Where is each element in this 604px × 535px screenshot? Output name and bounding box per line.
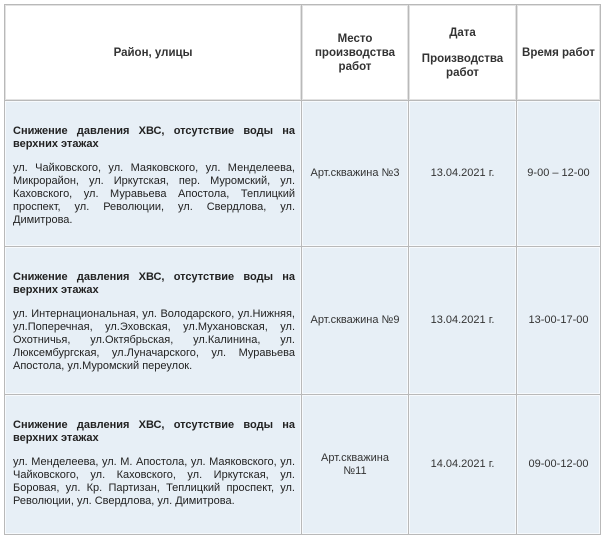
place-cell: Арт.скважина №11 xyxy=(302,395,409,535)
header-place xyxy=(302,5,409,101)
header-district-label: Район, улицы xyxy=(113,46,193,59)
outage-headline: Снижение давления ХВС, отсутствие воды на верхних этажах xyxy=(13,125,295,150)
date-cell: 13.04.2021 г. xyxy=(409,247,517,395)
district-cell xyxy=(5,101,302,247)
header-place-label: Место производства работ xyxy=(314,32,396,73)
street-list: ул. Менделеева, ул. М. Апостола, ул. Маяковского, ул. Чайковского, ул. Каховского, ул. Иркутская, ул. Боровая, ул. Кр. Партизан, Теплицкий проспект, ул. Революции, ул. Свердлова, ул. Димитрова. xyxy=(13,456,295,507)
district-cell xyxy=(5,247,302,395)
header-date-label: Дата xyxy=(449,26,476,39)
outage-schedule-table xyxy=(4,4,601,535)
place-cell: Арт.скважина №3 xyxy=(302,101,409,247)
header-date xyxy=(409,5,517,101)
place-cell: Арт.скважина №9 xyxy=(302,247,409,395)
street-list: ул. Чайковского, ул. Маяковского, ул. Менделеева, Микрорайон, ул. Иркутская, пер. Муромский, ул. Каховского, ул. Муравьева Апостола, Теплицкий проспект, ул. Революции, ул. Свердлова, ул. Димитрова. xyxy=(13,162,295,226)
time-cell: 13-00-17-00 xyxy=(517,247,601,395)
header-time-label: Время работ xyxy=(522,46,595,59)
header-district xyxy=(5,5,302,101)
schedule-table-container xyxy=(4,4,600,535)
header-date-sublabel: Производства работ xyxy=(421,52,504,79)
time-cell: 9-00 – 12-00 xyxy=(517,101,601,247)
date-cell: 14.04.2021 г. xyxy=(409,395,517,535)
table-header-row xyxy=(5,5,601,101)
header-time xyxy=(517,5,601,101)
table-row xyxy=(5,395,601,535)
district-cell xyxy=(5,395,302,535)
time-cell: 09-00-12-00 xyxy=(517,395,601,535)
date-cell: 13.04.2021 г. xyxy=(409,101,517,247)
table-row xyxy=(5,101,601,247)
outage-headline: Снижение давления ХВС, отсутствие воды на верхних этажах xyxy=(13,419,295,444)
table-row xyxy=(5,247,601,395)
outage-headline: Снижение давления ХВС, отсутствие воды на верхних этажах xyxy=(13,271,295,296)
street-list: ул. Интернациональная, ул. Володарского, ул.Нижняя, ул.Поперечная, ул.Эховская, ул.Мухановская, ул. Охотничья, ул.Октябрьская, ул.Калинина, ул. Люксембургская, ул.Луначарского, ул. Муравьева Апостола, ул.Муромский переулок. xyxy=(13,308,295,372)
